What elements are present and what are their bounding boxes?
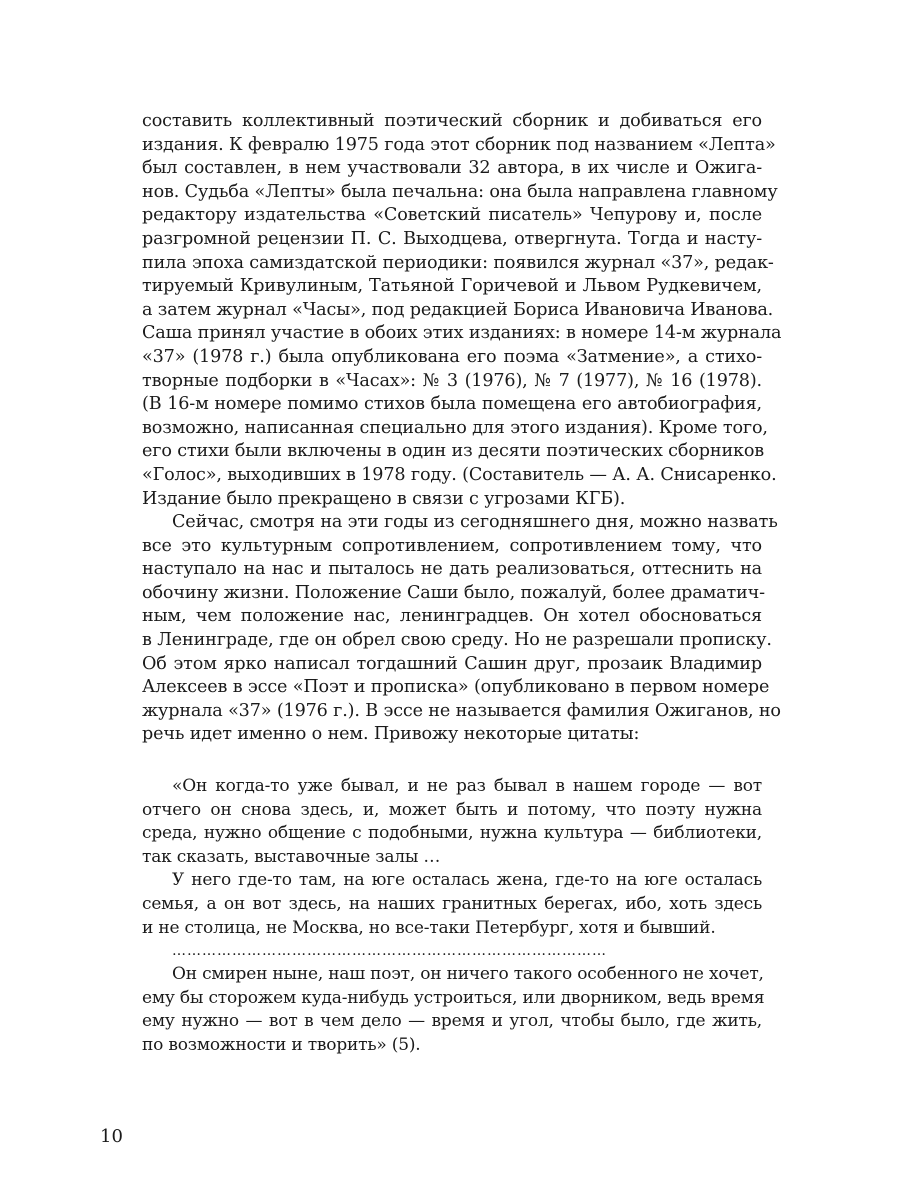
text-line: все это культурным сопротивлением, сопротивлением тому, что	[142, 535, 762, 556]
text-line: наступало на нас и пыталось не дать реализоваться, оттеснить на	[142, 559, 762, 580]
text-line: тируемый Кривулиным, Татьяной Горичевой и Львом Рудкевичем,	[142, 276, 762, 297]
text-line: Сейчас, смотря на эти годы из сегодняшнего дня, можно назвать	[172, 512, 778, 533]
quote-line: отчего он снова здесь, и, может быть и потому, что поэту нужна	[142, 799, 762, 820]
text-line: пила эпоха самиздатской периодики: появился журнал «37», редак-	[142, 252, 774, 273]
text-line: нов. Судьба «Лепты» была печальна: она была направлена главному	[142, 181, 778, 202]
text-line: издания. К февралю 1975 года этот сборник под названием «Лепта»	[142, 134, 776, 155]
text-line: ным, чем положение нас, ленинградцев. Он хотел обосноваться	[142, 606, 762, 627]
text-line: разгромной рецензии П. С. Выходцева, отвергнута. Тогда и насту-	[142, 228, 762, 249]
quote-line: Он смирен ныне, наш поэт, он ничего такого особенного не хочет,	[172, 964, 764, 985]
text-line: Об этом ярко написал тогдашний Сашин друг, прозаик Владимир	[142, 653, 762, 674]
text-line: был составлен, в нем участвовали 32 автора, в их числе и Ожига-	[142, 158, 762, 179]
page-number: 10	[100, 1126, 123, 1147]
text-line: редактору издательства «Советский писатель» Чепурову и, после	[142, 205, 762, 226]
text-line: его стихи были включены в один из десяти поэтических сборников	[142, 441, 765, 462]
text-line: возможно, написанная специально для этого издания). Кроме того,	[142, 417, 768, 438]
main-text	[142, 110, 782, 747]
text-line: Алексеев в эссе «Поэт и прописка» (опубликовано в первом номере	[142, 677, 770, 698]
text-line: составить коллективный поэтический сборник и добиваться его	[142, 111, 762, 131]
quote-line: «Он когда-то уже бывал, и не раз бывал в нашем городе — вот	[172, 776, 762, 796]
quote-line: по возможности и творить» (5).	[142, 1034, 421, 1055]
text-line: Саша принял участие в обоих этих изданиях: в номере 14-м журнала	[142, 323, 782, 344]
ellipsis-line: ……………………………………………………………………………	[172, 943, 607, 960]
text-line: (В 16-м номере помимо стихов была помещена его автобиография,	[142, 394, 762, 415]
quote-line: семья, а он вот здесь, на наших гранитных берегах, ибо, хоть здесь	[142, 893, 762, 914]
text-line: Издание было прекращено в связи с угрозами КГБ).	[142, 488, 626, 509]
quote-line: ему нужно — вот в чем дело — время и угол, чтобы было, где жить,	[142, 1011, 762, 1032]
text-line: творные подборки в «Часах»: № 3 (1976), № 7 (1977), № 16 (1978).	[142, 370, 762, 391]
text-line: «37» (1978 г.) была опубликована его поэма «Затмение», а стихо-	[142, 346, 762, 367]
text-line: речь идет именно о нем. Привожу некоторые цитаты:	[142, 724, 640, 745]
quote-line: ему бы сторожем куда-нибудь устроиться, или дворником, ведь время	[142, 987, 765, 1008]
quote-line: так сказать, выставочные залы …	[142, 846, 441, 867]
quote-line: среда, нужно общение с подобными, нужна культура — библиотеки,	[142, 823, 762, 844]
text-line: «Голос», выходивших в 1978 году. (Составитель — А. А. Снисаренко.	[142, 464, 777, 485]
quote-line: У него где-то там, на юге осталась жена, где-то на юге осталась	[172, 870, 762, 891]
quotation	[142, 775, 765, 1058]
text-line: журнала «37» (1976 г.). В эссе не называется фамилия Ожиганов, но	[142, 700, 781, 721]
text-line: а затем журнал «Часы», под редакцией Бориса Ивановича Иванова.	[142, 299, 774, 320]
text-line: обочину жизни. Положение Саши было, пожалуй, более драматич-	[142, 582, 765, 603]
quote-line: и не столица, не Москва, но все-таки Петербург, хотя и бывший.	[142, 917, 716, 938]
text-line: в Ленинграде, где он обрел свою среду. Но не разрешали прописку.	[142, 630, 772, 651]
